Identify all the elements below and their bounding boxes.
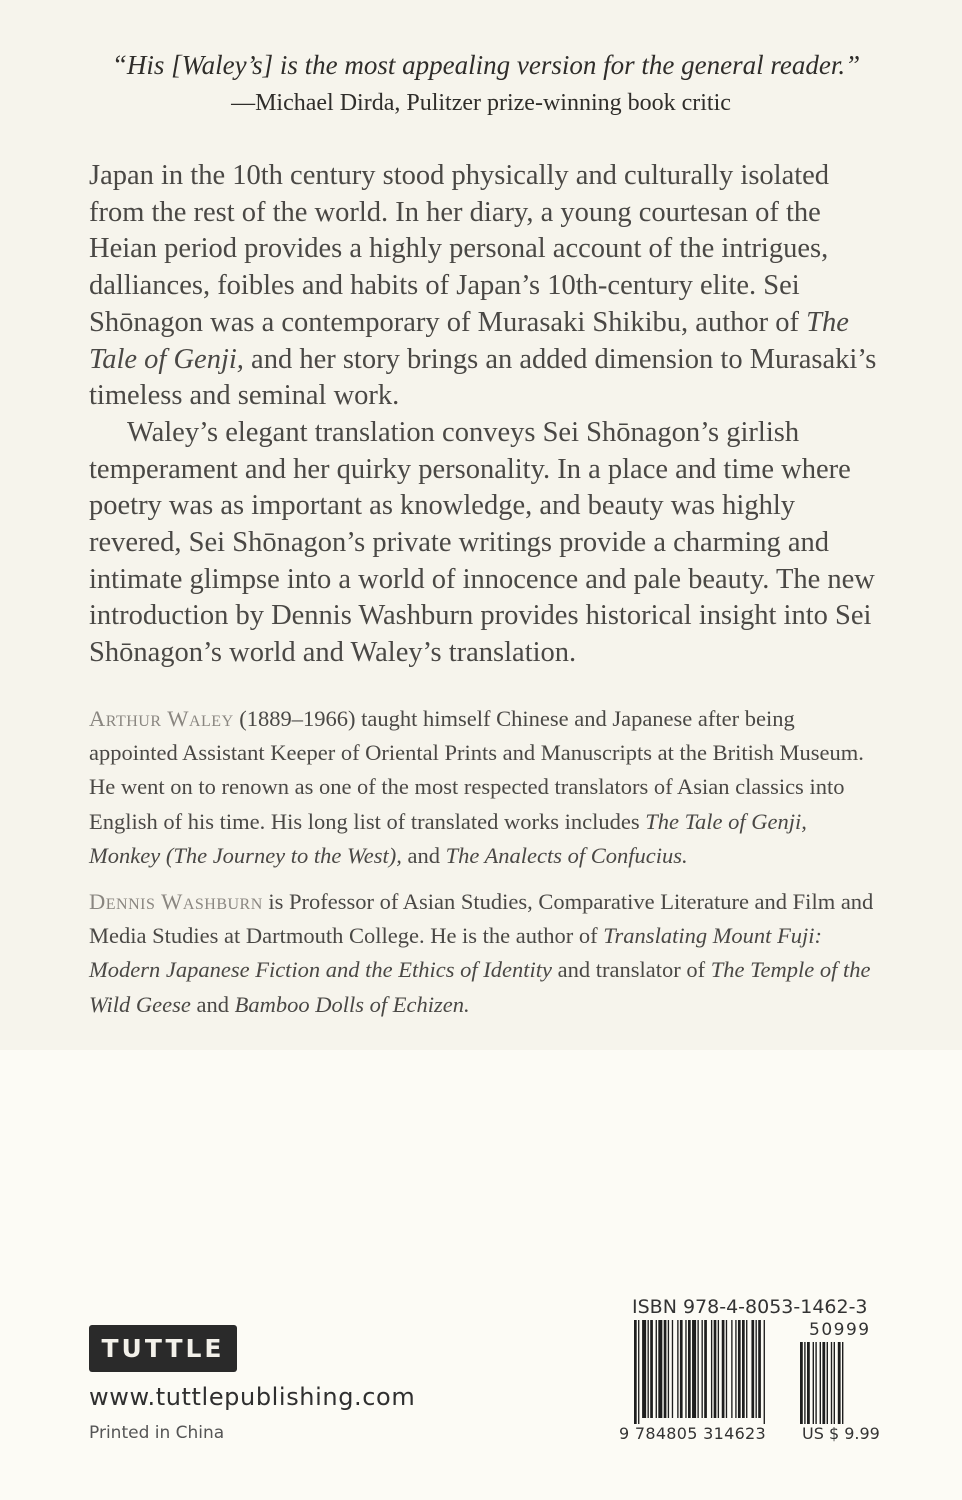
synopsis — [89, 158, 879, 672]
barcode-bar — [758, 1320, 761, 1418]
barcode-bar — [756, 1320, 757, 1418]
barcode-supplement-bar — [807, 1342, 810, 1424]
barcode-bar — [668, 1320, 669, 1418]
barcode-bar — [742, 1320, 745, 1418]
bio-work: The Tale of Genji, Monkey (The Journey to the West), — [89, 808, 807, 868]
synopsis-paragraph-2: Waley’s elegant translation conveys Sei Shōnagon’s girlish temperament and her quirky personality. In a place and time where poetry was as important as knowledge, and beauty was highly revered, Sei Shōnagon’s private writings provide a charming and intimate glimpse into a world of innocence and pale beauty. The new introduction by Dennis Washburn provides historical insight into Sei Shōnagon’s world and Waley’s translation. — [89, 416, 875, 669]
barcode-supplement-bar — [827, 1342, 828, 1424]
bio-work: Bamboo Dolls of Echizen. — [234, 991, 470, 1017]
barcode-supplement-bar — [834, 1342, 835, 1424]
barcode-bar — [648, 1320, 649, 1418]
barcode-supplement-bar — [831, 1342, 832, 1424]
book-title-genji: The Tale of Genji, — [89, 306, 849, 375]
barcode-bar — [735, 1320, 736, 1418]
barcode-supplement-digits: 50999 — [809, 1320, 871, 1340]
barcode-bar — [697, 1320, 698, 1418]
barcode-bar — [664, 1320, 667, 1418]
barcode-bar — [650, 1320, 653, 1418]
bio-text: and translator of — [552, 957, 711, 983]
barcode-supplement-bar — [804, 1342, 805, 1424]
bio-text: and — [401, 842, 446, 868]
barcode-supplement-bar — [842, 1342, 843, 1424]
barcode-bar — [672, 1320, 673, 1418]
barcode-bar — [656, 1320, 657, 1418]
bio-text: is Professor of Asian Studies, Comparative Literature and Film and Media Studies at Dartmouth College. He is the author of — [89, 889, 874, 949]
barcode-bar — [764, 1320, 765, 1424]
synopsis-text: Japan in the 10th century stood physically and culturally isolated from the rest of the world. In her diary, a young courtesan of the Heian period provides a highly personal account of the intrigues, dalliances, foibles and habits of Japan’s 10th-century elite. Sei Shōnagon was a contemporary of Murasaki Shikibu, author of — [89, 160, 830, 338]
barcode-supplement-bar — [815, 1342, 816, 1424]
publisher-url[interactable]: www.tuttlepublishing.com — [89, 1383, 416, 1411]
quote-attribution: —Michael Dirda, Pulitzer prize-winning book critic — [231, 90, 731, 116]
synopsis-text: and her story brings an added dimension to Murasaki’s timeless and seminal work. — [89, 343, 877, 412]
bio-name: Arthur Waley — [89, 706, 234, 731]
barcode-bar — [704, 1320, 707, 1418]
barcode-bar — [751, 1320, 754, 1418]
quote-text: “His [Waley’s] is the most appealing version for the general reader.” — [111, 50, 861, 80]
bio-dennis-washburn — [89, 885, 879, 1022]
barcode-bar — [692, 1320, 696, 1418]
barcode-bar — [718, 1320, 719, 1418]
barcode-bar — [738, 1320, 741, 1418]
barcode-supplement-bar — [838, 1342, 841, 1424]
price: US $ 9.99 — [802, 1424, 880, 1443]
bio-work: The Analects of Confucius. — [445, 842, 688, 868]
bio-text: and — [190, 991, 235, 1017]
barcode-bar — [702, 1320, 703, 1418]
tuttle-logo: TUTTLE — [89, 1325, 237, 1372]
barcode-bar — [642, 1320, 646, 1418]
bio-name: Dennis Washburn — [89, 889, 263, 915]
isbn-label: ISBN 978-4-8053-1462-3 — [632, 1296, 868, 1318]
barcode-bar — [677, 1320, 678, 1418]
bio-text: (1889–1966) taught himself Chinese and Japanese after being appointed Assistant Keeper of Oriental Prints and Manuscripts at the British Museum. He went on to renown as one of the most respected translators of Asian classics into English of his time. His long list of translated works includes — [89, 706, 864, 834]
barcode-bar — [746, 1320, 747, 1418]
barcode-bar — [688, 1320, 691, 1418]
barcode-supplement-bar — [822, 1342, 825, 1424]
barcode-supplement-bar — [813, 1342, 814, 1424]
barcode-bar — [714, 1320, 717, 1418]
bio-work: Translating Mount Fuji: Modern Japanese Fiction and the Ethics of Identity — [89, 923, 823, 983]
barcode-bar — [634, 1320, 637, 1424]
barcode-bar — [680, 1320, 683, 1418]
barcode-bar — [722, 1320, 725, 1418]
bio-work: The Temple of the Wild Geese — [89, 957, 871, 1017]
barcode-supplement-bar — [800, 1342, 803, 1424]
synopsis-paragraph-1 — [89, 158, 879, 415]
barcode-bar — [726, 1320, 727, 1418]
bio-arthur-waley — [89, 702, 879, 873]
barcode-bar — [711, 1320, 712, 1418]
printed-in: Printed in China — [89, 1423, 225, 1443]
barcode-bar — [685, 1320, 686, 1418]
barcode-bar — [731, 1320, 732, 1418]
barcode-isbn-digits: 9 784805 314623 — [619, 1424, 767, 1443]
barcode-bar — [638, 1320, 639, 1424]
barcode-supplement-bar — [820, 1342, 821, 1424]
barcode-bar — [658, 1320, 662, 1418]
review-quote — [0, 45, 962, 121]
author-bios — [89, 702, 879, 1022]
